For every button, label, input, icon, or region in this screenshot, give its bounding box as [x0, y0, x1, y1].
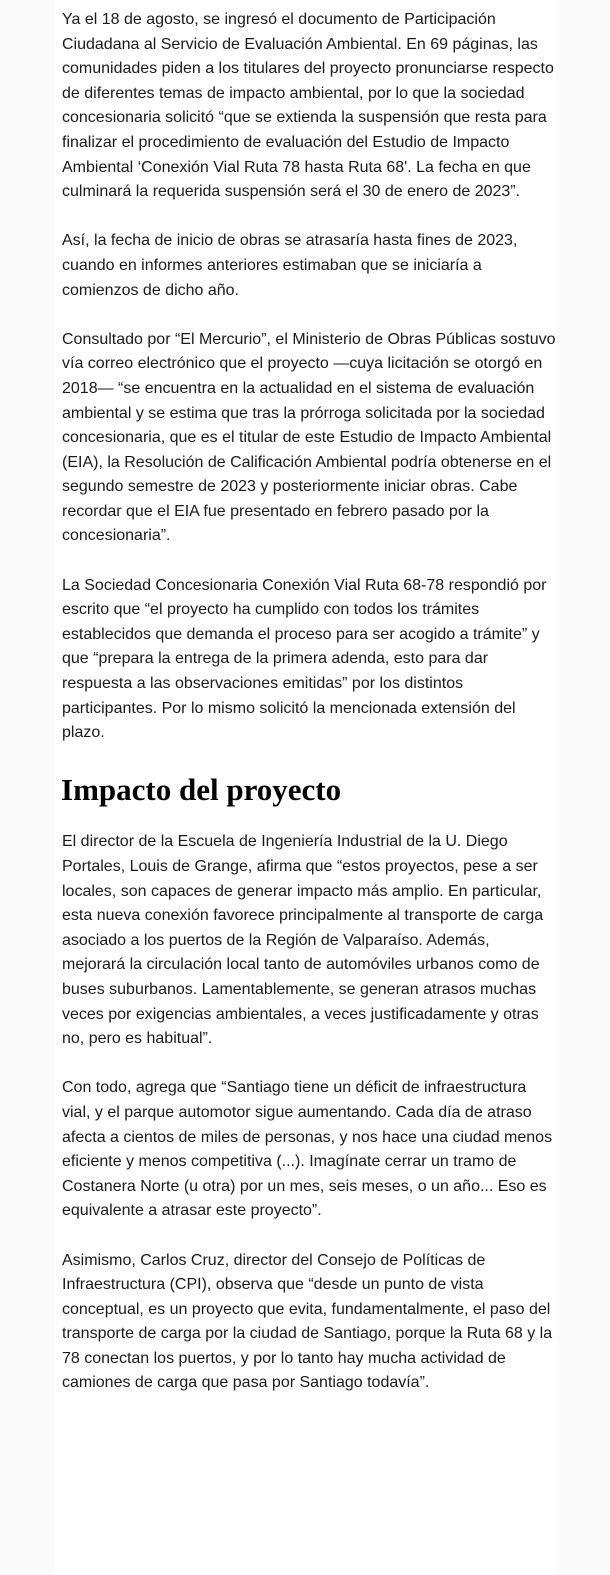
article-paragraph-4: La Sociedad Concesionaria Conexión Vial Ruta 68-78 respondió por escrito que “el proyecto ha cumplido con todos los trámites establecidos que demanda el proceso para ser acogido a trámite” y que “prepara la entrega de la primera adenda, esto para dar respuesta a las observaciones emitidas” por los distintos participantes. Por lo mismo solicitó la mencionada extensión del plazo.: [62, 576, 547, 742]
section-heading: Impacto del proyecto: [61, 772, 342, 808]
article-paragraph-5: El director de la Escuela de Ingeniería Industrial de la U. Diego Portales, Louis de Grange, afirma que “estos proyectos, pese a ser locales, son capaces de generar impacto más amplio. En particular, esta nueva conexión favorece principalmente al transporte de carga asociado a los puertos de la Región de Valparaíso. Además, mejorará la circulación local tanto de automóviles urbanos como de buses suburbanos. Lamentablemente, se generan atrasos muchas veces por exigencias ambientales, a veces justificadamente y otras no, pero es habitual”.: [62, 833, 544, 1048]
article-paragraph-7: Asimismo, Carlos Cruz, director del Consejo de Políticas de Infraestructura (CPI), observa que “desde un punto de vista conceptual, es un proyecto que evita, fundamentalmente, el paso del transporte de carga por la ciudad de Santiago, porque la Ruta 68 y la 78 conectan los puertos, y por lo tanto hay mucha actividad de camiones de carga que pasa por Santiago todavía”.: [62, 1251, 553, 1392]
article-paragraph-6: Con todo, agrega que “Santiago tiene un déficit de infraestructura vial, y el parque automotor sigue aumentando. Cada día de atraso afecta a cientos de miles de personas, y nos hace una ciudad menos eficiente y menos competitiva (...). Imagínate cerrar un tramo de Costanera Norte (u otra) por un mes, seis meses, o un año... Eso es equivalente a atrasar este proyecto”.: [62, 1079, 553, 1220]
article-body: [62, 8, 556, 1421]
article-paragraph-1: Ya el 18 de agosto, se ingresó el documento de Participación Ciudadana al Servicio de Evaluación Ambiental. En 69 páginas, las comunidades piden a los titulares del proyecto pronunciarse respecto de diferentes temas de impacto ambiental, por lo que la sociedad concesionaria solicitó “que se extienda la suspensión que resta para finalizar el procedimiento de evaluación del Estudio de Impacto Ambiental ‘Conexión Vial Ruta 78 hasta Ruta 68'. La fecha en que culminará la requerida suspensión será el 30 de enero de 2023”.: [62, 11, 554, 201]
article-paragraph-3: Consultado por “El Mercurio”, el Ministerio de Obras Públicas sostuvo vía correo electrónico que el proyecto —cuya licitación se otorgó en 2018— “se encuentra en la actualidad en el sistema de evaluación ambiental y se estima que tras la prórroga solicitada por la sociedad concesionaria, que es el titular de este Estudio de Impacto Ambiental (EIA), la Resolución de Calificación Ambiental podría obtenerse en el segundo semestre de 2023 y posteriormente iniciar obras. Cabe recordar que el EIA fue presentado en febrero pasado por la concesionaria”.: [62, 330, 556, 545]
article-container: [54, 0, 556, 1575]
article-paragraph-2: Así, la fecha de inicio de obras se atrasaría hasta fines de 2023, cuando en informes anteriores estimaban que se iniciaría a comienzos de dicho año.: [62, 232, 518, 299]
